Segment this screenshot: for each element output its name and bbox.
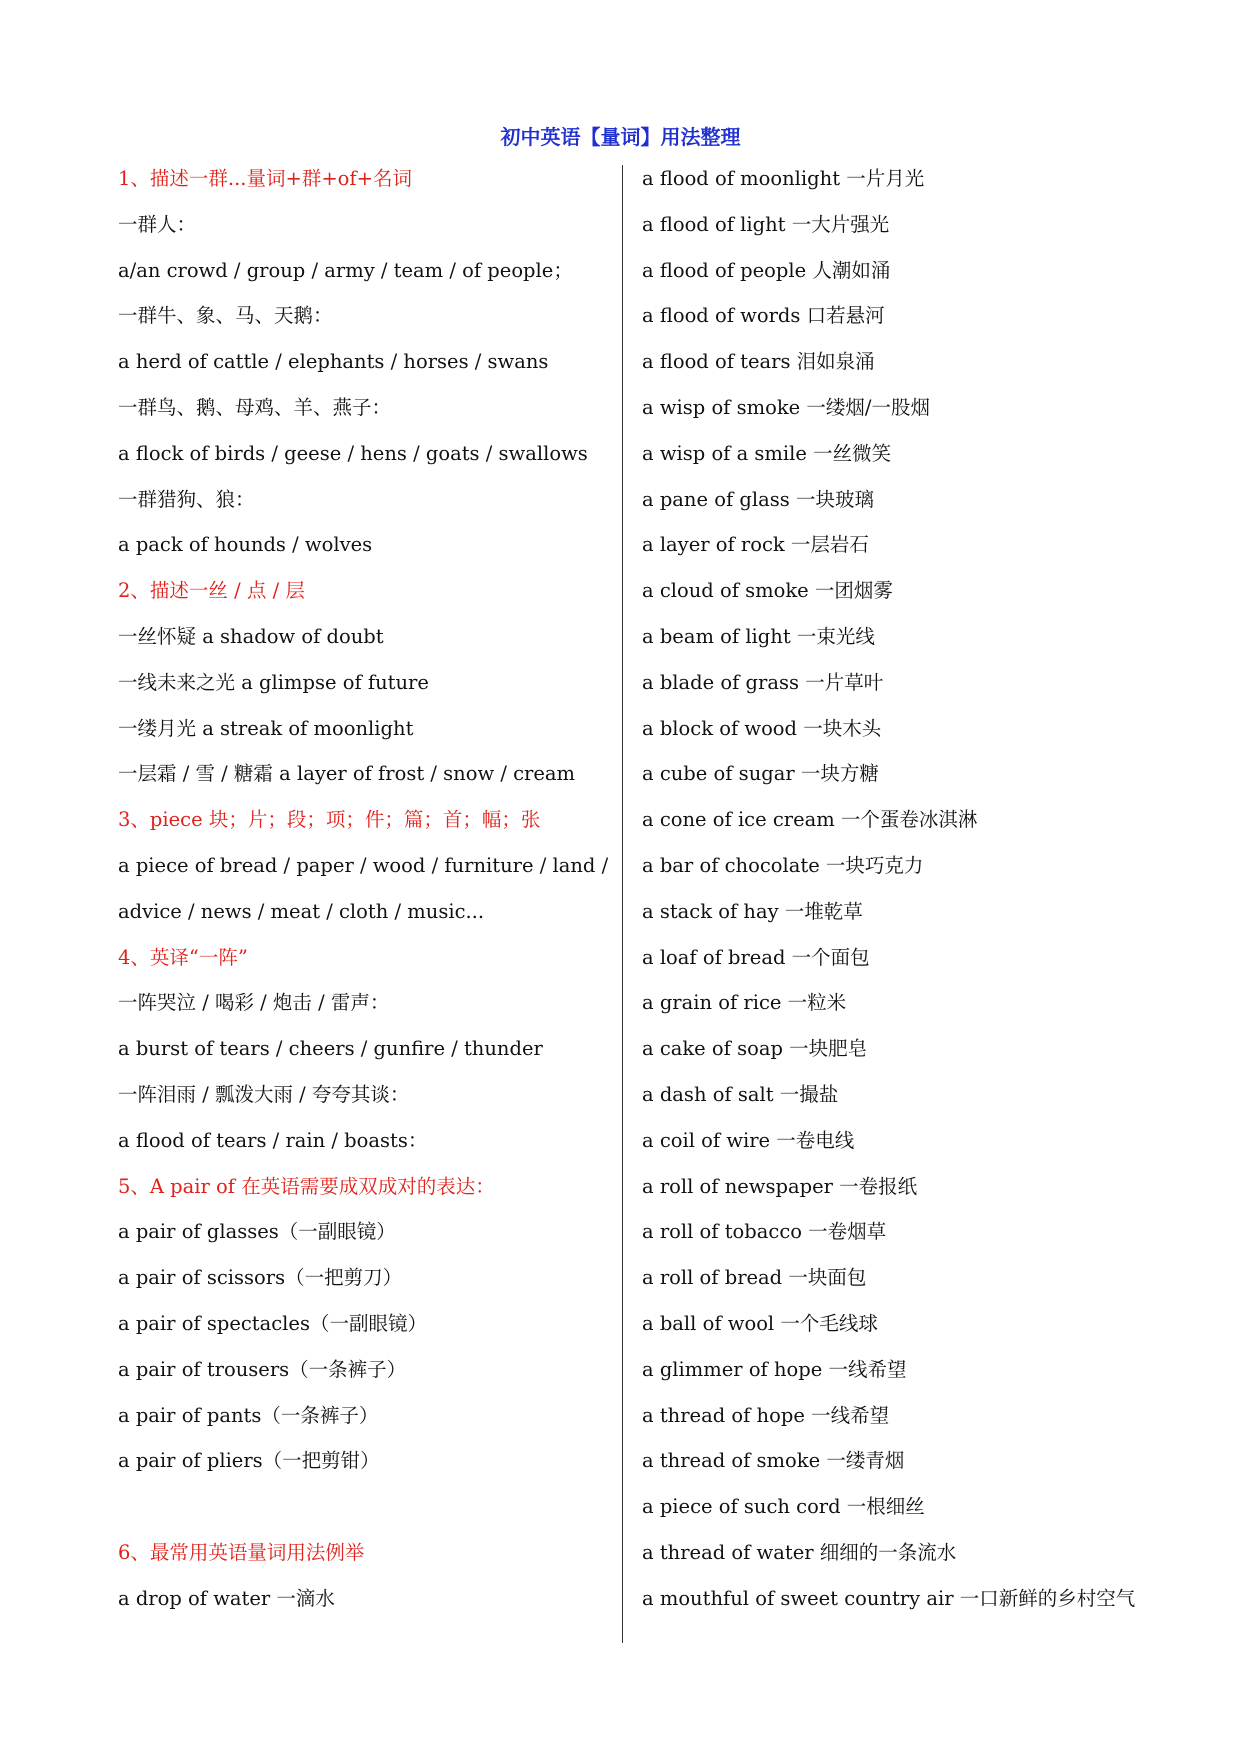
text-line: 一群鸟、鹅、母鸡、羊、燕子： — [118, 395, 392, 419]
phrase-line: a dash of salt 一撮盐 — [642, 1082, 839, 1106]
phrase-line: a layer of rock 一层岩石 — [642, 533, 869, 557]
text-line: a drop of water 一滴水 — [118, 1586, 335, 1610]
phrase-line: a wisp of a smile 一丝微笑 — [642, 441, 892, 465]
text-line: advice / news / meat / cloth / music... — [118, 899, 485, 923]
left-column — [118, 163, 618, 1629]
phrase-line: a cloud of smoke 一团烟雾 — [642, 579, 893, 603]
text-line: 一丝怀疑 a shadow of doubt — [118, 624, 384, 648]
text-line: 一群人： — [118, 212, 197, 236]
phrase-line: a block of wood 一块木头 — [642, 716, 882, 740]
phrase-line: a thread of smoke 一缕青烟 — [642, 1449, 905, 1473]
phrase-line: a grain of rice 一粒米 — [642, 991, 847, 1015]
phrase-line: a flood of moonlight 一片月光 — [642, 167, 925, 190]
phrase-line: a pane of glass 一块玻璃 — [642, 487, 874, 511]
text-line: 一群牛、象、马、天鹅： — [118, 304, 333, 328]
phrase-line: a flood of words 口若悬河 — [642, 304, 885, 328]
phrase-line: a loaf of bread 一个面包 — [642, 945, 870, 969]
page-title: 初中英语【量词】用法整理 — [500, 125, 741, 149]
phrase-line: a roll of bread 一块面包 — [642, 1266, 867, 1290]
phrase-line: a thread of hope 一线希望 — [642, 1403, 890, 1427]
phrase-line: a bar of chocolate 一块巧克力 — [642, 853, 924, 877]
text-line: 一阵哭泣 / 喝彩 / 炮击 / 雷声： — [118, 991, 390, 1015]
column-divider — [622, 165, 623, 1643]
text-line: 一阵泪雨 / 瓢泼大雨 / 夸夸其谈： — [118, 1082, 410, 1106]
text-line: a pack of hounds / wolves — [118, 533, 373, 557]
phrase-line: a roll of newspaper 一卷报纸 — [642, 1174, 918, 1198]
text-line: 一线未来之光 a glimpse of future — [118, 670, 429, 694]
phrase-line: a stack of hay 一堆乾草 — [642, 899, 863, 923]
phrase-line: a flood of people 人潮如涌 — [642, 258, 891, 282]
section-heading: 2、描述一丝 / 点 / 层 — [118, 579, 305, 603]
text-line: a/an crowd / group / army / team / of people； — [118, 258, 573, 282]
phrase-line: a cake of soap 一块肥皂 — [642, 1037, 868, 1061]
phrase-line: a flood of tears 泪如泉涌 — [642, 350, 875, 374]
section-heading: 1、描述一群...量词+群+of+名词 — [118, 167, 412, 190]
text-line: a piece of bread / paper / wood / furniture / land / — [118, 853, 609, 877]
phrase-line: a blade of grass 一片草叶 — [642, 670, 884, 694]
phrase-line: a cone of ice cream 一个蛋卷冰淇淋 — [642, 808, 978, 832]
text-line: 一群猎狗、狼： — [118, 487, 255, 511]
phrase-line: a beam of light 一束光线 — [642, 624, 875, 648]
phrase-line: a mouthful of sweet country air 一口新鲜的乡村空气 — [642, 1586, 1136, 1610]
text-line: a burst of tears / cheers / gunfire / thunder — [118, 1037, 543, 1061]
section-heading: 6、最常用英语量词用法例举 — [118, 1540, 365, 1564]
section-heading: 5、A pair of 在英语需要成双成对的表达： — [118, 1174, 495, 1198]
text-line: a flock of birds / geese / hens / goats / swallows — [118, 441, 588, 465]
blank-line — [118, 1491, 618, 1537]
text-line: a herd of cattle / elephants / horses / swans — [118, 350, 549, 374]
text-line: 一缕月光 a streak of moonlight — [118, 716, 414, 740]
phrase-line: a thread of water 细细的一条流水 — [642, 1540, 957, 1564]
phrase-line: a glimmer of hope 一线希望 — [642, 1357, 907, 1381]
text-line: a pair of glasses（一副眼镜） — [118, 1220, 396, 1244]
phrase-line: a piece of such cord 一根细丝 — [642, 1495, 925, 1519]
text-line: a pair of spectacles（一副眼镜） — [118, 1311, 427, 1335]
text-line: a flood of tears / rain / boasts： — [118, 1128, 428, 1152]
text-line: a pair of pants（一条裤子） — [118, 1403, 379, 1427]
right-column — [642, 163, 1222, 1629]
phrase-line: a roll of tobacco 一卷烟草 — [642, 1220, 887, 1244]
phrase-line: a flood of light 一大片强光 — [642, 212, 890, 236]
text-line: a pair of scissors（一把剪刀） — [118, 1266, 403, 1290]
phrase-line: a coil of wire 一卷电线 — [642, 1128, 855, 1152]
text-line: a pair of pliers（一把剪钳） — [118, 1449, 380, 1473]
text-line: a pair of trousers（一条裤子） — [118, 1357, 407, 1381]
phrase-line: a ball of wool 一个毛线球 — [642, 1311, 878, 1335]
section-heading: 4、英译“一阵” — [118, 945, 248, 969]
phrase-line: a wisp of smoke 一缕烟/一股烟 — [642, 395, 930, 419]
section-heading: 3、piece 块；片；段；项；件；篇；首；幅；张 — [118, 808, 541, 832]
text-line: 一层霜 / 雪 / 糖霜 a layer of frost / snow / cream — [118, 762, 576, 786]
phrase-line: a cube of sugar 一块方糖 — [642, 762, 879, 786]
